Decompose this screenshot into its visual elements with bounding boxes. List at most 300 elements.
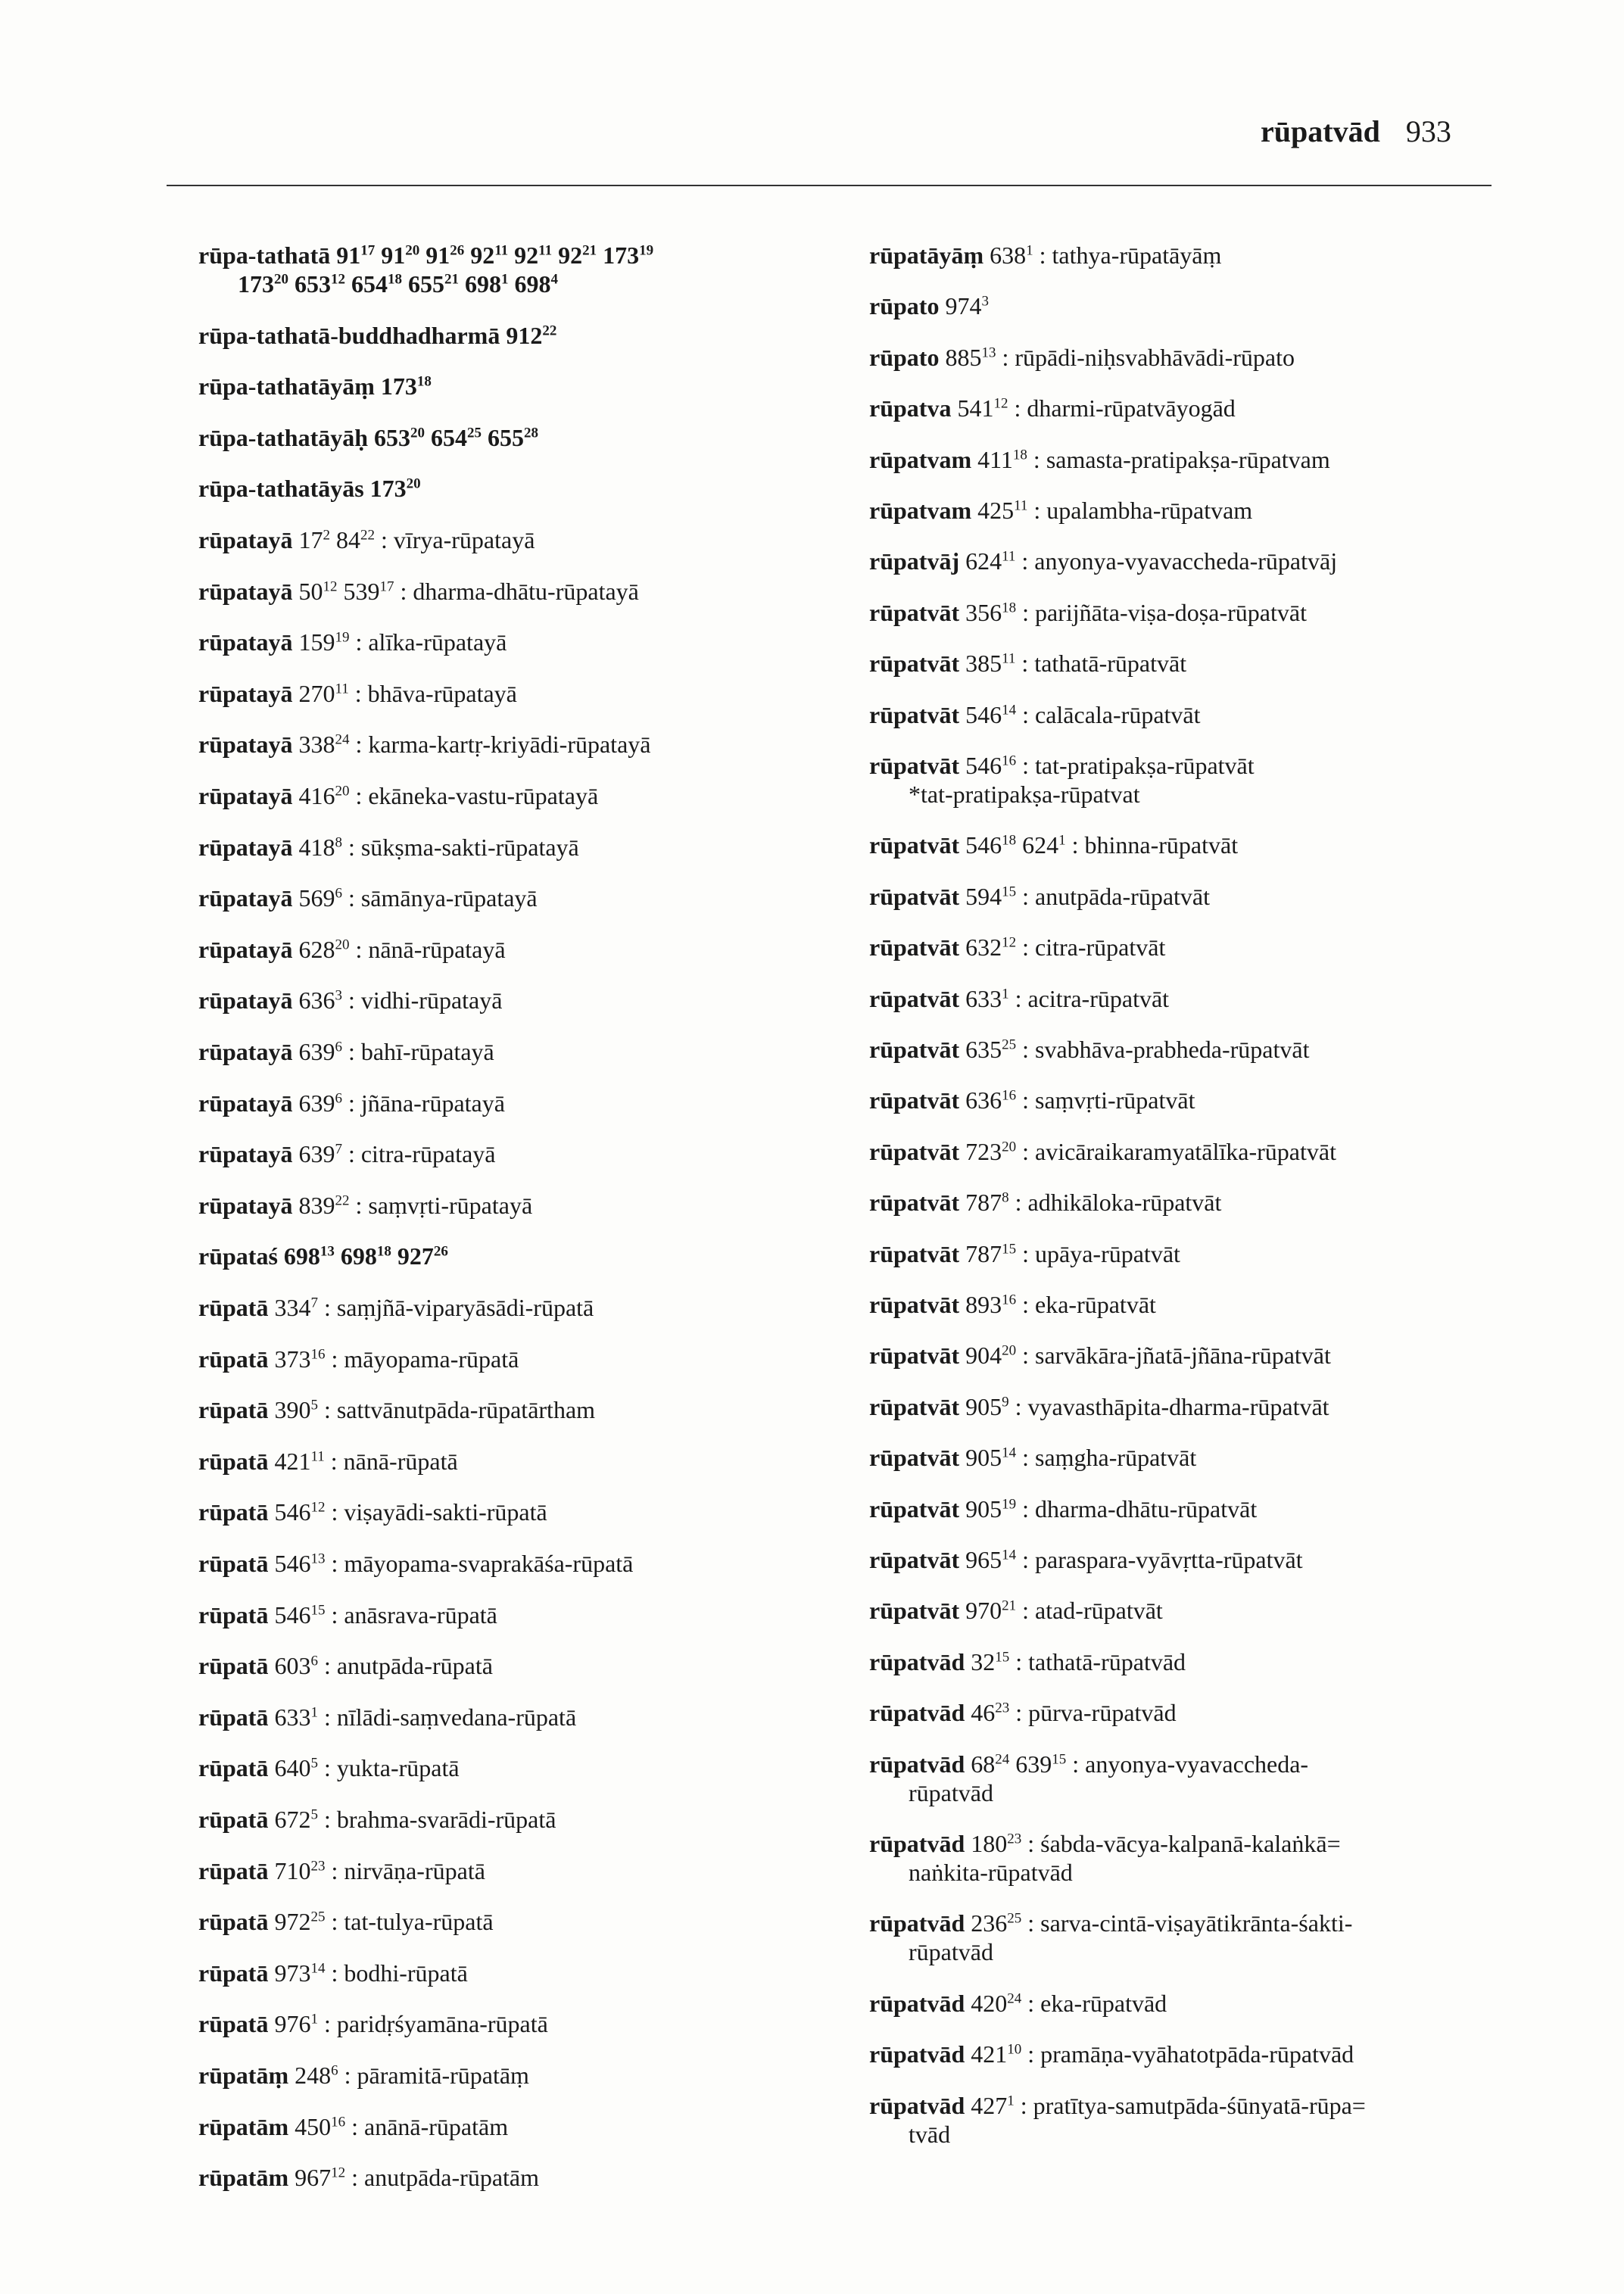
ref-line: 16 bbox=[1002, 1087, 1017, 1104]
index-entry bbox=[869, 1290, 1156, 1319]
entry-line: rūpatayā $839^{22}$ : saṃvṛti-rūpatayā bbox=[198, 1191, 533, 1219]
ref-line: 20 bbox=[406, 475, 421, 492]
entry-line: rūpatvāt $636^{16}$ : saṃvṛti-rūpatvāt bbox=[869, 1086, 1195, 1114]
index-entry bbox=[869, 984, 1169, 1013]
ref-line: 18 bbox=[1002, 600, 1017, 616]
entry-refs bbox=[274, 1396, 318, 1423]
ref-line: 1 bbox=[1058, 832, 1066, 849]
ref-line: 11 bbox=[1002, 650, 1016, 667]
ref-line: 25 bbox=[310, 1909, 326, 1925]
page-ref bbox=[374, 424, 425, 451]
ref-page: 159 bbox=[298, 628, 335, 656]
entry-term: rūpatayā bbox=[198, 935, 293, 963]
page-ref bbox=[957, 394, 1008, 422]
entry-term: rūpatā bbox=[198, 1856, 269, 1884]
index-entry bbox=[869, 598, 1307, 627]
ref-line: 12 bbox=[993, 395, 1008, 412]
entry-refs bbox=[274, 2010, 318, 2037]
page-ref bbox=[298, 936, 349, 963]
entry-gloss: citra-rūpatvāt bbox=[1035, 933, 1166, 962]
page-ref bbox=[506, 322, 556, 349]
entry-line bbox=[198, 474, 421, 503]
ref-line: 20 bbox=[335, 937, 350, 953]
entry-line bbox=[198, 372, 432, 401]
index-entry bbox=[869, 1035, 1309, 1064]
entry-line: rūpatayā $569^6$ : sāmānya-rūpatayā bbox=[198, 884, 538, 912]
ref-page: 546 bbox=[274, 1601, 311, 1629]
ref-line: 14 bbox=[310, 1960, 326, 1977]
index-entry bbox=[198, 884, 538, 912]
index-entry bbox=[869, 291, 989, 320]
entry-refs bbox=[945, 292, 989, 319]
entry-term: rūpatayā bbox=[198, 1089, 293, 1117]
page-ref bbox=[965, 1138, 1016, 1165]
index-entry bbox=[869, 2040, 1354, 2068]
entry-term: rūpatvāt bbox=[869, 1546, 960, 1573]
ref-line: 10 bbox=[1007, 2041, 1022, 2058]
entry-line: rūpatvād $427^1$ : pratītya-samutpāda-śūnyatā-rūpa= bbox=[869, 2091, 1366, 2119]
ref-page: 173 bbox=[369, 475, 407, 503]
ref-line: 21 bbox=[582, 242, 597, 259]
index-entry bbox=[198, 986, 502, 1015]
index-entry bbox=[198, 423, 538, 452]
page-ref bbox=[977, 446, 1027, 473]
ref-line: 6 bbox=[331, 2062, 338, 2079]
ref-line: 20 bbox=[274, 271, 288, 288]
index-entry bbox=[198, 1907, 494, 1936]
entry-refs bbox=[990, 242, 1033, 269]
index-entry bbox=[198, 935, 506, 964]
entry-gloss: sattvānutpāda-rūpatārtham bbox=[336, 1396, 596, 1424]
entry-gloss: pramāṇa-vyāhatotpāda-rūpatvād bbox=[1040, 2040, 1354, 2068]
ref-line: 23 bbox=[310, 1857, 326, 1874]
entry-refs bbox=[274, 1959, 325, 1987]
ref-page: 970 bbox=[965, 1597, 1002, 1625]
page-ref bbox=[465, 270, 509, 298]
ref-page: 639 bbox=[1015, 1750, 1052, 1778]
entry-term: rūpatvāt bbox=[869, 1444, 960, 1472]
entry-continuation: *tat-pratipakṣa-rūpatvat bbox=[909, 781, 1140, 808]
page-ref bbox=[295, 270, 345, 298]
page-ref bbox=[965, 1086, 1016, 1114]
page-ref bbox=[965, 1393, 1009, 1420]
entry-line: rūpatā $390^5$ : sattvānutpāda-rūpatārtham bbox=[198, 1396, 596, 1424]
entry-refs bbox=[298, 628, 349, 656]
page-ref bbox=[1022, 831, 1066, 859]
index-entry bbox=[869, 1341, 1331, 1370]
ref-line: 20 bbox=[335, 783, 350, 799]
entry-refs bbox=[298, 1140, 342, 1167]
entry-term: rūpato bbox=[869, 343, 940, 371]
ref-page: 654 bbox=[431, 423, 468, 451]
entry-gloss: dharmi-rūpatvāyogād bbox=[1027, 394, 1236, 422]
page-ref bbox=[284, 1242, 335, 1270]
entry-term: rūpa-tathatā bbox=[198, 242, 331, 269]
index-entry bbox=[869, 1137, 1336, 1166]
ref-line: 14 bbox=[1002, 1445, 1017, 1461]
ref-page: 92 bbox=[514, 242, 539, 269]
page-ref bbox=[488, 424, 538, 451]
entry-gloss: saṃvṛti-rūpatvāt bbox=[1035, 1086, 1195, 1114]
entry-line: rūpatā $546^{13}$ : māyopama-svaprakāśa-rūpatā bbox=[198, 1550, 634, 1577]
ref-page: 338 bbox=[298, 731, 335, 759]
ref-page: 710 bbox=[274, 1856, 311, 1884]
ref-line: 24 bbox=[1007, 1990, 1022, 2007]
page-ref bbox=[274, 1294, 318, 1321]
entry-gloss: nīlādi-saṃvedana-rūpatā bbox=[336, 1703, 577, 1731]
page-ref bbox=[971, 1699, 1009, 1726]
page-ref bbox=[971, 1830, 1021, 1857]
entry-gloss: vīrya-rūpatayā bbox=[393, 526, 535, 553]
entry-term: rūpatvāt bbox=[869, 984, 960, 1012]
entry-gloss: anyonya-vyavaccheda- bbox=[1085, 1750, 1309, 1778]
entry-term: rūpatayā bbox=[198, 731, 293, 759]
entry-term: rūpatā bbox=[198, 1959, 269, 1987]
entry-line: rūpatvāt $965^{14}$ : paraspara-vyāvṛtta-rūpatvāt bbox=[869, 1546, 1303, 1573]
page-ref bbox=[298, 731, 349, 758]
entry-refs bbox=[971, 1699, 1009, 1726]
ref-line: 17 bbox=[360, 242, 376, 259]
entry-term: rūpatāṃ bbox=[198, 2062, 289, 2089]
page-ref bbox=[343, 578, 394, 605]
entry-term: rūpatā bbox=[198, 1806, 269, 1833]
entry-refs bbox=[274, 1448, 324, 1475]
entry-refs bbox=[971, 2040, 1021, 2068]
entry-line: rūpatayā $636^3$ : vidhi-rūpatayā bbox=[198, 986, 503, 1015]
entry-line: rūpatvāj $624^{11}$ : anyonya-vyavaccheda-rūpatvāj bbox=[869, 547, 1338, 575]
entry-refs bbox=[965, 650, 1015, 677]
index-entry bbox=[198, 1959, 468, 1987]
entry-gloss: tathatā-rūpatvāt bbox=[1034, 650, 1187, 678]
entry-refs bbox=[965, 1597, 1016, 1624]
entry-gloss: citra-rūpatayā bbox=[360, 1140, 496, 1168]
ref-line: 1 bbox=[1002, 985, 1009, 1002]
ref-line: 11 bbox=[538, 242, 553, 259]
page-ref bbox=[971, 1648, 1009, 1675]
entry-line: rūpatāṃ $248^6$ : pāramitā-rūpatāṃ bbox=[198, 2062, 529, 2089]
entry-line: rūpatā $640^5$ : yukta-rūpatā bbox=[198, 1754, 460, 1782]
entry-line: rūpatva $541^{12}$ : dharmi-rūpatvāyogād bbox=[869, 394, 1236, 422]
entry-line bbox=[198, 241, 653, 270]
entry-line: rūpatvāt $904^{20}$ : sarvākāra-jñatā-jñāna-rūpatvāt bbox=[869, 1342, 1331, 1370]
page-ref bbox=[965, 883, 1016, 910]
ref-page: 539 bbox=[343, 577, 380, 605]
index-entry bbox=[869, 831, 1238, 859]
entry-line: rūpatvam $425^{11}$ : upalambha-rūpatvam bbox=[869, 497, 1253, 524]
index-entry bbox=[869, 1596, 1163, 1625]
entry-line: rūpatvāt $546^{16}$ : tat-pratipakṣa-rūpatvāt bbox=[869, 752, 1255, 779]
entry-refs bbox=[971, 1750, 1066, 1778]
entry-refs bbox=[370, 475, 421, 502]
entry-gloss: karma-kartṛ-kriyādi-rūpatayā bbox=[368, 731, 651, 759]
ref-page: 416 bbox=[298, 782, 335, 809]
ref-page: 546 bbox=[274, 1550, 311, 1577]
entry-gloss: jñāna-rūpatayā bbox=[360, 1089, 505, 1117]
ref-page: 334 bbox=[274, 1294, 311, 1321]
ref-page: 638 bbox=[990, 242, 1027, 269]
entry-line: rūpatā $373^{16}$ : māyopama-rūpatā bbox=[198, 1345, 519, 1373]
ref-line: 13 bbox=[320, 1243, 335, 1260]
page-ref bbox=[965, 1189, 1009, 1216]
entry-gloss: dharma-dhātu-rūpatayā bbox=[413, 577, 639, 605]
entry-refs bbox=[945, 344, 996, 371]
page-ref bbox=[336, 242, 375, 269]
page-ref bbox=[965, 547, 1015, 575]
ref-line: 7 bbox=[335, 1141, 342, 1158]
entry-gloss: upalambha-rūpatvam bbox=[1046, 497, 1253, 524]
entry-line: rūpatā $546^{15}$ : anāsrava-rūpatā bbox=[198, 1601, 497, 1629]
ref-page: 633 bbox=[274, 1703, 311, 1731]
ref-page: 639 bbox=[298, 1089, 335, 1117]
ref-line: 23 bbox=[1007, 1831, 1022, 1847]
page-ref bbox=[274, 1806, 318, 1833]
header-rule bbox=[167, 185, 1492, 186]
entry-term: rūpatvāt bbox=[869, 1036, 960, 1063]
entry-line: rūpatā $973^{14}$ : bodhi-rūpatā bbox=[198, 1959, 468, 1987]
index-entry bbox=[198, 1498, 547, 1526]
ref-page: 787 bbox=[965, 1189, 1002, 1217]
ref-line: 8 bbox=[1002, 1189, 1009, 1206]
entry-refs bbox=[506, 322, 556, 349]
entry-refs bbox=[965, 1495, 1016, 1523]
entry-term: rūpatva bbox=[869, 394, 952, 422]
ref-line: 14 bbox=[1002, 701, 1017, 718]
entry-gloss: saṃjñā-viparyāsādi-rūpatā bbox=[336, 1294, 594, 1321]
ref-page: 639 bbox=[298, 1038, 335, 1065]
ref-page: 653 bbox=[374, 423, 411, 451]
entry-gloss: nānā-rūpatā bbox=[343, 1447, 458, 1475]
entry-line: rūpatām $450^{16}$ : anānā-rūpatām bbox=[198, 2112, 509, 2140]
entry-line: rūpato $885^{13}$ : rūpādi-niḥsvabhāvādi-rūpato bbox=[869, 343, 1295, 371]
ref-page: 976 bbox=[274, 2010, 311, 2038]
entry-term: rūpatayā bbox=[198, 986, 293, 1015]
ref-page: 68 bbox=[971, 1750, 996, 1778]
entry-line: rūpatvāt $905^{19}$ : dharma-dhātu-rūpatvāt bbox=[869, 1495, 1258, 1523]
entry-term: rūpatvād bbox=[869, 1647, 965, 1675]
ref-line: 18 bbox=[416, 373, 432, 390]
ref-line: 11 bbox=[1002, 548, 1016, 565]
page-ref bbox=[295, 2164, 345, 2191]
index-entry bbox=[869, 547, 1337, 575]
ref-line: 16 bbox=[310, 1345, 326, 1362]
page-ref bbox=[990, 242, 1033, 269]
entry-refs bbox=[971, 1990, 1021, 2017]
ref-page: 653 bbox=[295, 270, 331, 298]
entry-gloss: pratītya-samutpāda-śūnyatā-rūpa= bbox=[1033, 2091, 1366, 2119]
entry-term: rūpatvād bbox=[869, 2040, 965, 2068]
ref-page: 965 bbox=[965, 1546, 1002, 1573]
index-entry bbox=[198, 1601, 497, 1629]
entry-term: rūpatayā bbox=[198, 884, 293, 912]
ref-line: 3 bbox=[335, 987, 342, 1004]
entry-refs bbox=[977, 497, 1027, 524]
index-entry bbox=[869, 1188, 1221, 1217]
page-ref bbox=[965, 701, 1016, 728]
page-ref bbox=[965, 831, 1016, 859]
page-ref bbox=[274, 1345, 325, 1373]
entry-continuation: rūpatvād bbox=[909, 1778, 993, 1806]
entry-term: rūpatvāt bbox=[869, 933, 960, 962]
entry-gloss: atad-rūpatvāt bbox=[1035, 1597, 1163, 1625]
entry-term: rūpatayā bbox=[198, 1038, 293, 1065]
index-entry bbox=[198, 628, 507, 656]
page-ref bbox=[298, 782, 349, 809]
ref-page: 427 bbox=[971, 2091, 1008, 2119]
ref-page: 640 bbox=[274, 1754, 311, 1782]
ref-page: 698 bbox=[340, 1242, 377, 1270]
ref-line: 24 bbox=[335, 731, 350, 748]
entry-gloss: upāya-rūpatvāt bbox=[1035, 1239, 1180, 1267]
entry-line bbox=[198, 321, 556, 350]
ref-line: 6 bbox=[335, 1039, 342, 1055]
entry-term: rūpatāyāṃ bbox=[869, 242, 984, 269]
ref-page: 594 bbox=[965, 882, 1002, 910]
page-ref bbox=[977, 497, 1027, 524]
entry-term: rūpatvād bbox=[869, 1989, 965, 2017]
ref-line: 26 bbox=[450, 242, 465, 259]
entry-refs bbox=[274, 1754, 318, 1781]
ref-page: 655 bbox=[408, 270, 444, 298]
entry-term: rūpatayā bbox=[198, 833, 293, 861]
entry-term: rūpatayā bbox=[198, 1140, 293, 1168]
entry-term: rūpatvād bbox=[869, 1750, 965, 1778]
ref-line: 16 bbox=[1002, 1292, 1017, 1308]
page-ref bbox=[298, 834, 342, 861]
index-entry bbox=[869, 649, 1186, 678]
ref-page: 654 bbox=[351, 270, 388, 298]
entry-gloss: māyopama-svaprakāśa-rūpatā bbox=[344, 1550, 634, 1577]
entry-gloss: anāsrava-rūpatā bbox=[344, 1601, 497, 1629]
entry-refs bbox=[298, 1038, 342, 1065]
ref-page: 904 bbox=[965, 1342, 1002, 1370]
entry-term: rūpatvāj bbox=[869, 547, 960, 575]
ref-page: 787 bbox=[965, 1239, 1002, 1267]
ref-page: 84 bbox=[335, 526, 360, 553]
index-entry bbox=[869, 445, 1330, 474]
page-ref bbox=[295, 2113, 345, 2140]
entry-refs bbox=[298, 936, 349, 963]
entry-continuation: rūpatvād bbox=[909, 1938, 993, 1966]
ref-line: 22 bbox=[360, 527, 375, 544]
entry-term: rūpatvāt bbox=[869, 752, 960, 779]
page-ref bbox=[408, 270, 459, 298]
page-ref bbox=[425, 242, 464, 269]
ref-page: 46 bbox=[971, 1699, 996, 1727]
page-ref bbox=[965, 752, 1016, 779]
entry-gloss: nirvāṇa-rūpatā bbox=[344, 1856, 485, 1884]
ref-page: 632 bbox=[965, 933, 1002, 962]
ref-page: 912 bbox=[506, 321, 543, 349]
entry-gloss: alīka-rūpatayā bbox=[368, 628, 507, 656]
entry-term: rūpatā bbox=[198, 1294, 269, 1321]
page-ref bbox=[295, 2062, 338, 2089]
entry-gloss: pāramitā-rūpatāṃ bbox=[357, 2062, 529, 2089]
ref-line: 11 bbox=[335, 681, 349, 697]
entry-term: rūpatvād bbox=[869, 1830, 965, 1857]
entry-gloss: viṣayādi-sakti-rūpatā bbox=[344, 1498, 547, 1526]
page-ref bbox=[274, 1396, 318, 1423]
page-ref bbox=[274, 1652, 318, 1679]
ref-page: 698 bbox=[283, 1242, 320, 1270]
ref-line: 20 bbox=[1002, 1342, 1017, 1359]
entry-term: rūpatvād bbox=[869, 2091, 965, 2119]
entry-term: rūpatvāt bbox=[869, 598, 960, 626]
entry-term: rūpatvād bbox=[869, 1909, 965, 1937]
ref-page: 385 bbox=[965, 650, 1002, 678]
page-ref bbox=[274, 1448, 324, 1475]
page-ref bbox=[965, 650, 1015, 677]
entry-refs bbox=[298, 731, 349, 758]
entry-line: rūpatvāt $633^1$ : acitra-rūpatvāt bbox=[869, 984, 1170, 1012]
ref-line: 6 bbox=[310, 1653, 318, 1669]
index-entry bbox=[198, 241, 653, 298]
entry-term: rūpatām bbox=[198, 2112, 289, 2140]
entry-line: rūpatvād $236^{25}$ : sarva-cintā-viṣayātikrānta-śakti- bbox=[869, 1909, 1353, 1937]
ref-line: 21 bbox=[444, 271, 459, 288]
entry-continuation bbox=[238, 270, 653, 298]
entry-refs bbox=[957, 394, 1008, 422]
page-ref bbox=[965, 1444, 1016, 1471]
entry-term: rūpa-tathatā-buddhadharmā bbox=[198, 321, 500, 349]
ref-line: 24 bbox=[995, 1750, 1010, 1767]
entry-line: rūpatvāt $905^9$ : vyavasthāpita-dharma-rūpatvāt bbox=[869, 1392, 1329, 1420]
page-ref bbox=[298, 1089, 342, 1117]
ref-line: 15 bbox=[1002, 1240, 1017, 1257]
index-entry bbox=[198, 1139, 496, 1168]
entry-gloss: śabda-vācya-kalpanā-kalaṅkā= bbox=[1040, 1830, 1341, 1857]
entry-line: rūpatvāt $594^{15}$ : anutpāda-rūpatvāt bbox=[869, 882, 1210, 910]
entry-line: rūpatayā $418^8$ : sūkṣma-sakti-rūpatayā bbox=[198, 833, 579, 861]
index-entry bbox=[869, 1392, 1329, 1421]
index-entry bbox=[198, 474, 421, 503]
index-entry bbox=[198, 372, 432, 401]
entry-gloss: acitra-rūpatvāt bbox=[1027, 984, 1170, 1012]
entry-refs bbox=[298, 526, 375, 553]
ref-page: 672 bbox=[274, 1806, 311, 1833]
entry-refs bbox=[274, 1806, 318, 1833]
entry-line: rūpatayā $416^{20}$ : ekāneka-vastu-rūpatayā bbox=[198, 782, 599, 809]
entry-refs bbox=[971, 1648, 1009, 1675]
entry-refs bbox=[298, 1089, 342, 1117]
page-ref bbox=[470, 242, 508, 269]
page-ref bbox=[514, 242, 552, 269]
entry-term: rūpatvāt bbox=[869, 1392, 960, 1420]
entry-refs bbox=[965, 752, 1016, 779]
page-ref bbox=[965, 1342, 1016, 1369]
entry-refs bbox=[965, 1444, 1016, 1471]
entry-line: rūpatvāt $905^{14}$ : saṃgha-rūpatvāt bbox=[869, 1444, 1197, 1472]
index-entry bbox=[869, 343, 1295, 372]
entry-term: rūpatvāt bbox=[869, 700, 960, 728]
ref-line: 12 bbox=[331, 2165, 346, 2181]
entry-line: rūpatāyāṃ $638^1$ : tathya-rūpatāyāṃ bbox=[869, 242, 1222, 269]
index-entry bbox=[869, 1086, 1195, 1114]
ref-page: 418 bbox=[298, 833, 335, 861]
ref-line: 12 bbox=[1002, 934, 1017, 951]
entry-line: rūpatām $967^{12}$ : anutpāda-rūpatām bbox=[198, 2164, 539, 2192]
ref-line: 8 bbox=[335, 834, 342, 850]
entry-line: rūpatā $334^7$ : saṃjñā-viparyāsādi-rūpatā bbox=[198, 1294, 594, 1321]
entry-refs bbox=[965, 701, 1016, 728]
entry-gloss: dharma-dhātu-rūpatvāt bbox=[1035, 1495, 1258, 1523]
ref-line: 18 bbox=[388, 271, 402, 288]
page-ref bbox=[381, 242, 419, 269]
index-entry bbox=[198, 1293, 594, 1322]
entry-gloss: svabhāva-prabheda-rūpatvāt bbox=[1035, 1036, 1310, 1063]
ref-line: 4 bbox=[550, 271, 558, 288]
page-ref bbox=[336, 526, 375, 553]
page-ref bbox=[238, 270, 288, 298]
